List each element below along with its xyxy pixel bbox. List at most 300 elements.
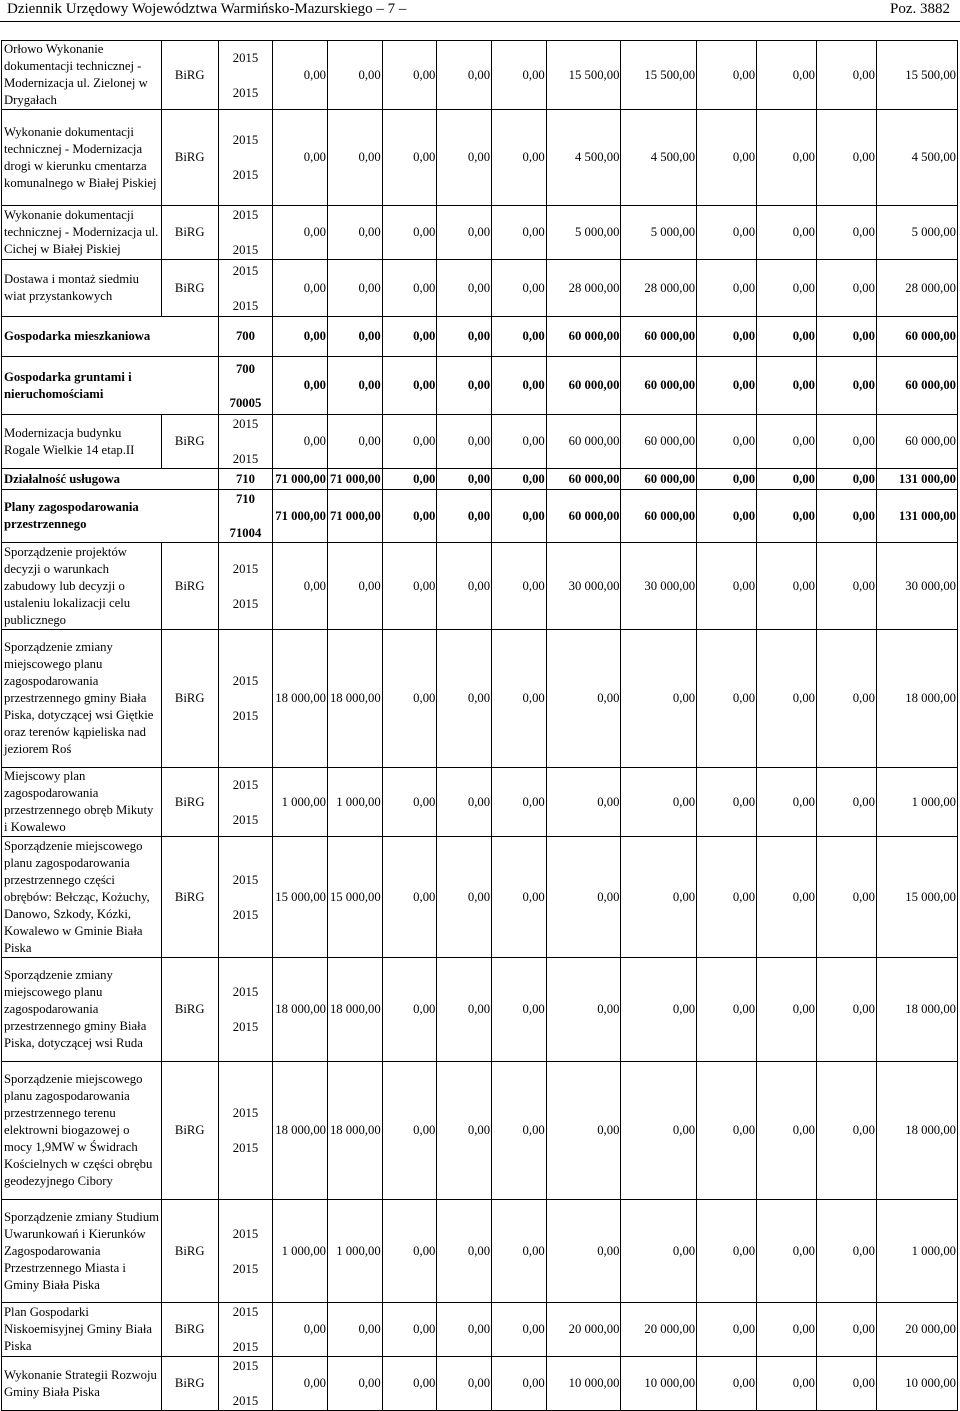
amount-cell: 30 000,00: [546, 543, 621, 630]
year-to: 2015: [232, 1394, 259, 1408]
amount-cell: 0,00: [382, 958, 437, 1062]
section-row: [2, 490, 958, 543]
amount-cell: 30 000,00: [876, 543, 957, 630]
amount-cell: 0,00: [492, 958, 547, 1062]
amount-cell: 0,00: [817, 41, 877, 110]
amount-cell: 0,00: [817, 1200, 877, 1303]
amount-cell: 0,00: [437, 206, 492, 260]
amount-cell: 10 000,00: [876, 1357, 957, 1411]
amount-cell: 15 000,00: [328, 837, 383, 958]
table-row: [2, 1303, 958, 1357]
amount-cell: 0,00: [382, 1200, 437, 1303]
amount-cell: 0,00: [757, 1062, 817, 1200]
amount-cell: 10 000,00: [546, 1357, 621, 1411]
amount-cell: 0,00: [697, 1200, 757, 1303]
amount-cell: 0,00: [492, 415, 547, 469]
division-code: 710: [235, 492, 255, 506]
amount-cell: 0,00: [382, 206, 437, 260]
amount-cell: 0,00: [382, 415, 437, 469]
amount-cell: 28 000,00: [876, 260, 957, 317]
period-cell: [218, 1303, 273, 1357]
amount-cell: 18 000,00: [273, 630, 328, 768]
amount-cell: 0,00: [492, 110, 547, 206]
period-cell: [218, 958, 273, 1062]
amount-cell: 1 000,00: [876, 768, 957, 837]
chapter-code: 71004: [229, 526, 262, 540]
amount-cell: 0,00: [382, 490, 437, 543]
section-title: Plany zagospodarowania przestrzennego: [2, 490, 219, 543]
year-from: 2015: [232, 1106, 259, 1120]
amount-cell: 0,00: [757, 357, 817, 415]
executor: BiRG: [161, 1200, 218, 1303]
amount-cell: 10 000,00: [621, 1357, 697, 1411]
task-description: Dostawa i montaż siedmiu wiat przystankowych: [2, 260, 162, 317]
amount-cell: 0,00: [328, 206, 383, 260]
amount-cell: 0,00: [492, 1200, 547, 1303]
amount-cell: 0,00: [757, 543, 817, 630]
amount-cell: 0,00: [492, 469, 547, 490]
amount-cell: 0,00: [621, 1200, 697, 1303]
amount-cell: 60 000,00: [546, 317, 621, 357]
amount-cell: 15 500,00: [546, 41, 621, 110]
amount-cell: 0,00: [697, 1303, 757, 1357]
amount-cell: 0,00: [437, 543, 492, 630]
amount-cell: 0,00: [757, 317, 817, 357]
table-row: [2, 837, 958, 958]
amount-cell: 0,00: [382, 768, 437, 837]
amount-cell: 0,00: [621, 1062, 697, 1200]
amount-cell: 0,00: [328, 1303, 383, 1357]
amount-cell: 0,00: [817, 1357, 877, 1411]
amount-cell: 0,00: [437, 1062, 492, 1200]
amount-cell: 0,00: [273, 206, 328, 260]
amount-cell: 28 000,00: [621, 260, 697, 317]
amount-cell: 0,00: [546, 958, 621, 1062]
position-number: Poz. 3882: [890, 1, 950, 17]
executor: BiRG: [161, 837, 218, 958]
amount-cell: 71 000,00: [328, 469, 383, 490]
year-to: 2015: [232, 812, 259, 827]
task-description: Wykonanie Strategii Rozwoju Gminy Biała Piska: [2, 1357, 162, 1411]
amount-cell: 0,00: [492, 317, 547, 357]
section-row: [2, 469, 958, 490]
journal-title: Dziennik Urzędowy Województwa Warmińsko-Mazurskiego – 7 –: [7, 1, 407, 17]
amount-cell: 0,00: [546, 630, 621, 768]
task-description: Sporządzenie miejscowego planu zagospodarowania przestrzennego części obrębów: Bełcząc, Kożuchy, Danowo, Szkody, Kózki, Kowalewo w Gminie Biała Piska: [2, 837, 162, 958]
section-row: [2, 357, 958, 415]
amount-cell: 0,00: [492, 206, 547, 260]
year-to: 2015: [232, 709, 259, 723]
year-to: 2015: [232, 907, 259, 922]
amount-cell: 60 000,00: [546, 469, 621, 490]
amount-cell: 0,00: [437, 1357, 492, 1411]
amount-cell: 0,00: [546, 837, 621, 958]
amount-cell: 0,00: [492, 1357, 547, 1411]
amount-cell: 0,00: [817, 768, 877, 837]
amount-cell: 60 000,00: [621, 415, 697, 469]
executor: BiRG: [161, 1303, 218, 1357]
amount-cell: 0,00: [817, 317, 877, 357]
period-cell: [218, 630, 273, 768]
amount-cell: 71 000,00: [273, 469, 328, 490]
period-cell: [218, 1357, 273, 1411]
year-to: 2015: [232, 85, 259, 100]
amount-cell: 0,00: [757, 206, 817, 260]
amount-cell: 0,00: [382, 317, 437, 357]
amount-cell: 18 000,00: [876, 958, 957, 1062]
executor: BiRG: [161, 768, 218, 837]
table-row: [2, 206, 958, 260]
table-row: [2, 768, 958, 837]
chapter-code: 70005: [229, 395, 262, 410]
amount-cell: 0,00: [817, 206, 877, 260]
amount-cell: 18 000,00: [328, 630, 383, 768]
task-description: Sporządzenie zmiany miejscowego planu zagospodarowania przestrzennego gminy Biała Piska, dotyczącej wsi Ruda: [2, 958, 162, 1062]
amount-cell: 0,00: [382, 260, 437, 317]
amount-cell: 71 000,00: [328, 490, 383, 543]
amount-cell: 0,00: [437, 837, 492, 958]
amount-cell: 0,00: [437, 110, 492, 206]
amount-cell: 0,00: [382, 1357, 437, 1411]
amount-cell: 0,00: [492, 1062, 547, 1200]
amount-cell: 0,00: [492, 357, 547, 415]
amount-cell: 20 000,00: [876, 1303, 957, 1357]
amount-cell: 60 000,00: [546, 415, 621, 469]
amount-cell: 5 000,00: [546, 206, 621, 260]
executor: BiRG: [161, 206, 218, 260]
amount-cell: 0,00: [382, 630, 437, 768]
task-description: Sporządzenie miejscowego planu zagospodarowania przestrzennego terenu elektrowni biogazowej o mocy 1,9MW w Świdrach Kościelnych w części obrębu geodezyjnego Cibory: [2, 1062, 162, 1200]
table-row: [2, 543, 958, 630]
amount-cell: 18 000,00: [876, 1062, 957, 1200]
amount-cell: 0,00: [328, 110, 383, 206]
amount-cell: 0,00: [437, 41, 492, 110]
amount-cell: 0,00: [382, 469, 437, 490]
amount-cell: 0,00: [621, 958, 697, 1062]
executor: BiRG: [161, 630, 218, 768]
amount-cell: 0,00: [437, 1303, 492, 1357]
amount-cell: 0,00: [492, 490, 547, 543]
amount-cell: 15 500,00: [621, 41, 697, 110]
task-description: Modernizacja budynku Rogale Wielkie 14 etap.II: [2, 415, 162, 469]
year-from: 2015: [232, 417, 259, 431]
amount-cell: 0,00: [382, 1062, 437, 1200]
amount-cell: 0,00: [492, 837, 547, 958]
amount-cell: 5 000,00: [621, 206, 697, 260]
amount-cell: 0,00: [437, 1200, 492, 1303]
amount-cell: 0,00: [437, 317, 492, 357]
amount-cell: 0,00: [382, 543, 437, 630]
task-description: Sporządzenie projektów decyzji o warunkach zabudowy lub decyzji o ustaleniu lokalizacji celu publicznego: [2, 543, 162, 630]
classification-code: 710: [218, 469, 273, 490]
amount-cell: 0,00: [817, 630, 877, 768]
amount-cell: 0,00: [437, 357, 492, 415]
amount-cell: 0,00: [697, 543, 757, 630]
amount-cell: 0,00: [492, 41, 547, 110]
period-cell: [218, 41, 273, 110]
amount-cell: 0,00: [492, 543, 547, 630]
amount-cell: 0,00: [817, 469, 877, 490]
amount-cell: 18 000,00: [273, 1062, 328, 1200]
amount-cell: 0,00: [697, 206, 757, 260]
executor: BiRG: [161, 260, 218, 317]
amount-cell: 18 000,00: [328, 958, 383, 1062]
amount-cell: 0,00: [757, 1303, 817, 1357]
table-row: [2, 41, 958, 110]
period-cell: [218, 768, 273, 837]
amount-cell: 60 000,00: [621, 317, 697, 357]
amount-cell: 0,00: [492, 260, 547, 317]
year-from: 2015: [232, 50, 259, 65]
amount-cell: 0,00: [817, 543, 877, 630]
amount-cell: 0,00: [621, 630, 697, 768]
amount-cell: 0,00: [697, 630, 757, 768]
amount-cell: 0,00: [621, 837, 697, 958]
amount-cell: 60 000,00: [876, 415, 957, 469]
executor: BiRG: [161, 958, 218, 1062]
amount-cell: 0,00: [757, 415, 817, 469]
amount-cell: 60 000,00: [621, 490, 697, 543]
year-from: 2015: [232, 133, 259, 147]
amount-cell: 15 000,00: [876, 837, 957, 958]
amount-cell: 0,00: [328, 357, 383, 415]
amount-cell: 0,00: [437, 958, 492, 1062]
year-from: 2015: [232, 1359, 259, 1373]
year-from: 2015: [232, 985, 259, 999]
amount-cell: 0,00: [757, 768, 817, 837]
amount-cell: 0,00: [546, 768, 621, 837]
amount-cell: 18 000,00: [328, 1062, 383, 1200]
table-row: [2, 415, 958, 469]
amount-cell: 0,00: [757, 469, 817, 490]
year-to: 2015: [232, 1340, 259, 1354]
amount-cell: 0,00: [697, 415, 757, 469]
year-to: 2015: [232, 298, 259, 313]
amount-cell: 0,00: [757, 1200, 817, 1303]
amount-cell: 0,00: [492, 1303, 547, 1357]
amount-cell: 0,00: [697, 317, 757, 357]
amount-cell: 0,00: [757, 490, 817, 543]
table-row: [2, 958, 958, 1062]
period-cell: [218, 1200, 273, 1303]
amount-cell: 1 000,00: [328, 768, 383, 837]
amount-cell: 0,00: [273, 1303, 328, 1357]
amount-cell: 0,00: [328, 415, 383, 469]
amount-cell: 0,00: [437, 630, 492, 768]
amount-cell: 1 000,00: [273, 768, 328, 837]
amount-cell: 0,00: [697, 1062, 757, 1200]
amount-cell: 0,00: [817, 415, 877, 469]
amount-cell: 60 000,00: [546, 490, 621, 543]
year-to: 2015: [232, 168, 259, 182]
amount-cell: 0,00: [328, 1357, 383, 1411]
table-row: [2, 1200, 958, 1303]
amount-cell: 0,00: [697, 357, 757, 415]
amount-cell: 0,00: [757, 958, 817, 1062]
amount-cell: 4 500,00: [546, 110, 621, 206]
amount-cell: 131 000,00: [876, 490, 957, 543]
amount-cell: 0,00: [492, 768, 547, 837]
amount-cell: 60 000,00: [546, 357, 621, 415]
amount-cell: 60 000,00: [621, 469, 697, 490]
amount-cell: 0,00: [621, 768, 697, 837]
amount-cell: 0,00: [546, 1062, 621, 1200]
amount-cell: 0,00: [757, 260, 817, 317]
classification-code: 700: [218, 317, 273, 357]
amount-cell: 0,00: [492, 630, 547, 768]
amount-cell: 0,00: [757, 110, 817, 206]
period-cell: [218, 260, 273, 317]
year-to: 2015: [232, 243, 259, 257]
amount-cell: 0,00: [697, 837, 757, 958]
section-row: [2, 317, 958, 357]
year-from: 2015: [232, 1305, 259, 1319]
amount-cell: 0,00: [817, 1062, 877, 1200]
amount-cell: 20 000,00: [546, 1303, 621, 1357]
amount-cell: 0,00: [273, 260, 328, 317]
amount-cell: 4 500,00: [621, 110, 697, 206]
amount-cell: 0,00: [817, 110, 877, 206]
amount-cell: 1 000,00: [328, 1200, 383, 1303]
year-from: 2015: [232, 1226, 259, 1241]
year-from: 2015: [232, 872, 259, 887]
amount-cell: 0,00: [328, 260, 383, 317]
classification-code: [218, 357, 273, 415]
executor: BiRG: [161, 41, 218, 110]
amount-cell: 0,00: [273, 41, 328, 110]
division-code: 700: [235, 361, 255, 376]
year-to: 2015: [232, 1261, 259, 1276]
amount-cell: 1 000,00: [876, 1200, 957, 1303]
amount-cell: 131 000,00: [876, 469, 957, 490]
task-description: Wykonanie dokumentacji technicznej - Modernizacja ul. Cichej w Białej Piskiej: [2, 206, 162, 260]
amount-cell: 0,00: [757, 837, 817, 958]
amount-cell: 0,00: [437, 260, 492, 317]
period-cell: [218, 543, 273, 630]
table-row: [2, 1357, 958, 1411]
executor: BiRG: [161, 110, 218, 206]
task-description: Miejscowy plan zagospodarowania przestrzennego obręb Mikuty i Kowalewo: [2, 768, 162, 837]
period-cell: [218, 1062, 273, 1200]
task-description: Sporządzenie zmiany miejscowego planu zagospodarowania przestrzennego gminy Biała Piska, dotyczącej wsi Giętkie oraz terenów kąpieliska nad jeziorem Roś: [2, 630, 162, 768]
amount-cell: 71 000,00: [273, 490, 328, 543]
year-from: 2015: [232, 674, 259, 688]
amount-cell: 0,00: [697, 490, 757, 543]
period-cell: [218, 206, 273, 260]
amount-cell: 0,00: [697, 110, 757, 206]
amount-cell: 0,00: [273, 317, 328, 357]
year-from: 2015: [232, 561, 259, 576]
executor: BiRG: [161, 1357, 218, 1411]
amount-cell: 0,00: [817, 357, 877, 415]
amount-cell: 4 500,00: [876, 110, 957, 206]
table-row: [2, 1062, 958, 1200]
amount-cell: 0,00: [697, 41, 757, 110]
amount-cell: 15 500,00: [876, 41, 957, 110]
amount-cell: 0,00: [273, 1357, 328, 1411]
header-rule: [0, 21, 960, 22]
amount-cell: 0,00: [382, 837, 437, 958]
amount-cell: 18 000,00: [273, 958, 328, 1062]
amount-cell: 0,00: [273, 357, 328, 415]
amount-cell: 0,00: [697, 260, 757, 317]
amount-cell: 0,00: [328, 41, 383, 110]
amount-cell: 0,00: [817, 837, 877, 958]
amount-cell: 0,00: [697, 469, 757, 490]
year-from: 2015: [232, 208, 259, 222]
table-row: [2, 110, 958, 206]
amount-cell: 0,00: [757, 630, 817, 768]
year-from: 2015: [232, 263, 259, 278]
amount-cell: 0,00: [382, 357, 437, 415]
amount-cell: 0,00: [817, 490, 877, 543]
amount-cell: 5 000,00: [876, 206, 957, 260]
period-cell: [218, 837, 273, 958]
amount-cell: 0,00: [817, 958, 877, 1062]
amount-cell: 20 000,00: [621, 1303, 697, 1357]
amount-cell: 0,00: [546, 1200, 621, 1303]
amount-cell: 0,00: [437, 490, 492, 543]
amount-cell: 0,00: [382, 110, 437, 206]
amount-cell: 0,00: [757, 41, 817, 110]
table-row: [2, 630, 958, 768]
amount-cell: 0,00: [382, 1303, 437, 1357]
amount-cell: 0,00: [273, 110, 328, 206]
amount-cell: 18 000,00: [876, 630, 957, 768]
section-title: Gospodarka mieszkaniowa: [2, 317, 219, 357]
executor: BiRG: [161, 415, 218, 469]
amount-cell: 60 000,00: [876, 357, 957, 415]
amount-cell: 0,00: [273, 543, 328, 630]
amount-cell: 0,00: [437, 415, 492, 469]
budget-table: [1, 40, 958, 1411]
task-description: Sporządzenie zmiany Studium Uwarunkowań i Kierunków Zagospodarowania Przestrzennego Miasta i Gminy Biała Piska: [2, 1200, 162, 1303]
amount-cell: 30 000,00: [621, 543, 697, 630]
period-cell: [218, 415, 273, 469]
executor: BiRG: [161, 1062, 218, 1200]
amount-cell: 0,00: [817, 1303, 877, 1357]
amount-cell: 0,00: [382, 41, 437, 110]
amount-cell: 0,00: [328, 317, 383, 357]
amount-cell: 60 000,00: [876, 317, 957, 357]
amount-cell: 0,00: [697, 1357, 757, 1411]
amount-cell: 0,00: [817, 260, 877, 317]
classification-code: [218, 490, 273, 543]
amount-cell: 0,00: [437, 768, 492, 837]
table-row: [2, 260, 958, 317]
amount-cell: 28 000,00: [546, 260, 621, 317]
section-title: Działalność usługowa: [2, 469, 219, 490]
year-to: 2015: [232, 596, 259, 611]
period-cell: [218, 110, 273, 206]
section-title: Gospodarka gruntami i nieruchomościami: [2, 357, 219, 415]
amount-cell: 0,00: [697, 958, 757, 1062]
amount-cell: 0,00: [328, 543, 383, 630]
amount-cell: 0,00: [273, 415, 328, 469]
task-description: Wykonanie dokumentacji technicznej - Modernizacja drogi w kierunku cmentarza komunalnego w Białej Piskiej: [2, 110, 162, 206]
amount-cell: 0,00: [757, 1357, 817, 1411]
task-description: Orłowo Wykonanie dokumentacji technicznej - Modernizacja ul. Zielonej w Drygałach: [2, 41, 162, 110]
year-to: 2015: [232, 1020, 259, 1034]
year-from: 2015: [232, 777, 259, 792]
task-description: Plan Gospodarki Niskoemisyjnej Gminy Biała Piska: [2, 1303, 162, 1357]
executor: BiRG: [161, 543, 218, 630]
year-to: 2015: [232, 1141, 259, 1155]
amount-cell: 60 000,00: [621, 357, 697, 415]
amount-cell: 0,00: [437, 469, 492, 490]
amount-cell: 0,00: [697, 768, 757, 837]
year-to: 2015: [232, 452, 259, 466]
